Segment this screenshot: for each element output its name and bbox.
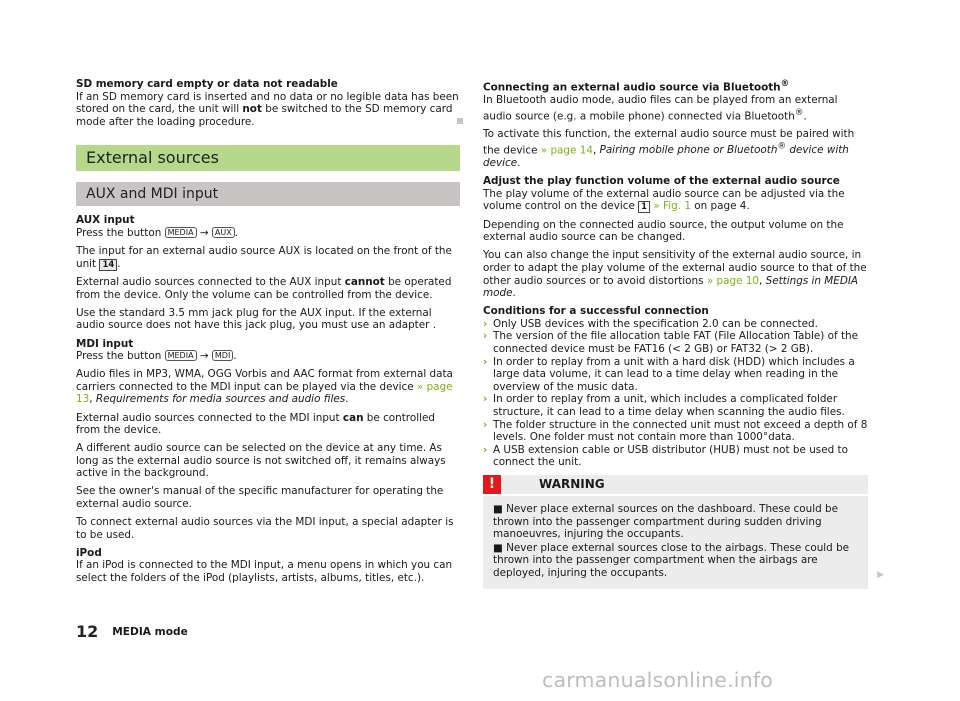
- list-item: [483, 356, 868, 394]
- conditions-list: [483, 318, 868, 469]
- sd-text-part: If an SD memory card is inserted and no data or no legible data has been stored on the card, the unit will: [76, 90, 459, 116]
- arrow-icon: →: [199, 226, 209, 239]
- period: .: [233, 350, 237, 363]
- mdi-paragraph: To connect external audio sources via the MDI input, a special adapter is to be used.: [76, 516, 454, 541]
- aux-paragraph: [76, 276, 460, 301]
- bullet-arrow-icon: ›: [483, 330, 488, 343]
- ipod-text: If an iPod is connected to the MDI input, a menu opens in which you can select the folders of the iPod (playlists, artists, albums, titles, etc.).: [76, 559, 453, 585]
- list-item: [483, 318, 868, 331]
- section-title: External sources: [76, 145, 460, 171]
- volume-text: on page 4.: [690, 200, 750, 213]
- list-item-text: The folder structure in the connected unit must not exceed a depth of 8 levels. One folder must not contain more than 1000°data.: [493, 418, 868, 444]
- aux-text: External audio sources connected to the AUX input: [76, 276, 345, 289]
- right-column: [483, 78, 884, 589]
- list-item-text: Only USB devices with the specification 2.0 can be connected.: [493, 317, 818, 330]
- link-title-part: Pairing mobile phone or Bluetooth: [599, 144, 778, 157]
- volume-paragraph: [483, 249, 868, 299]
- mdi-text: External audio sources connected to the MDI input: [76, 411, 343, 424]
- chapter-title: MEDIA mode: [112, 626, 188, 638]
- period: .: [117, 257, 121, 270]
- press-text: Press the button: [76, 226, 165, 239]
- list-item-text: The version of the file allocation table FAT (File Allocation Table) of the connected device must be FAT16 (< 2 GB) or FAT32 (> 2 GB).: [493, 330, 859, 355]
- sd-text-bold: not: [242, 103, 262, 116]
- comma: ,: [89, 393, 96, 406]
- bullet-arrow-icon: ›: [483, 418, 488, 431]
- warning-title: WARNING: [539, 476, 605, 491]
- comma: ,: [592, 144, 600, 157]
- warning-item: ■ Never place external sources close to the airbags. These could be thrown into the passenger compartment when the airbags are deployed, injuring the occupants.: [493, 541, 850, 579]
- bullet-arrow-icon: ›: [483, 443, 488, 456]
- warning-body: [483, 496, 868, 580]
- aux-heading-block: [76, 214, 460, 239]
- list-item-text: A USB extension cable or USB distributor (HUB) must not be used to connect the unit.: [493, 443, 848, 469]
- link-title: Settings in MEDIA mode: [483, 274, 859, 300]
- bt-paragraph: [483, 128, 868, 169]
- volume-heading: Adjust the play function volume of the external audio source: [483, 174, 840, 187]
- ipod-heading: iPod: [76, 546, 102, 559]
- volume-text: The play volume of the external audio source can be adjusted via the volume control on the device: [483, 187, 845, 213]
- media-key: MEDIA: [165, 350, 197, 361]
- period: .: [234, 226, 239, 239]
- period: .: [803, 110, 807, 123]
- ipod-block: [76, 547, 460, 585]
- comma: ,: [759, 274, 766, 287]
- aux-paragraph: [76, 245, 460, 271]
- volume-text: You can also change the input sensitivity of the external audio source, in order to adapt the play volume of the external audio source to that of the other audio sources or to avoid distortions: [483, 249, 867, 287]
- list-item-text: In order to replay from a unit with a hard disk (HDD) which includes a large data volume, it can lead to a time delay when reading in the overview of the music data.: [493, 355, 855, 393]
- period: .: [517, 156, 521, 169]
- aux-key: AUX: [212, 227, 235, 238]
- page-number: 12: [76, 622, 99, 641]
- arrow-icon: →: [199, 350, 209, 363]
- warning-box: [483, 475, 884, 589]
- period: .: [512, 287, 516, 300]
- subsection-title: AUX and MDI input: [76, 182, 460, 206]
- bt-block: [483, 78, 868, 123]
- mdi-heading: MDI input: [76, 337, 134, 350]
- continue-arrow-icon: ▶: [877, 569, 884, 580]
- figure-link[interactable]: » Fig. 1: [650, 200, 691, 213]
- list-item: [483, 444, 868, 469]
- bullet-arrow-icon: ›: [483, 393, 488, 406]
- sd-text-part: be switched to the SD memory card mode after the loading procedure.: [76, 103, 453, 128]
- media-key: MEDIA: [165, 227, 197, 238]
- volume-block: [483, 175, 868, 213]
- aux-text: The input for an external audio source AUX is located on the front of the unit: [76, 245, 452, 270]
- aux-paragraph: Use the standard 3.5 mm jack plug for the AUX input. If the external audio source does not have this jack plug, you must use an adapter .: [76, 306, 437, 332]
- warning-icon: !: [483, 475, 501, 494]
- aux-text: be operated from the device. Only the volume can be controlled from the device.: [76, 276, 452, 301]
- sd-heading: SD memory card empty or data not readable: [76, 78, 338, 90]
- conditions-heading: Conditions for a successful connection: [483, 305, 709, 318]
- bt-text: In Bluetooth audio mode, audio files can be played from an external audio source (e.g. a mobile phone) connected via Bluetooth: [483, 94, 838, 123]
- mdi-key: MDI: [212, 350, 233, 361]
- list-item-text: In order to replay from a unit, which includes a complicated folder structure, it can lead to a time delay when scanning the audio files.: [493, 393, 845, 418]
- bt-heading: [483, 78, 868, 94]
- link-title-part: device with device: [483, 144, 849, 169]
- aux-bold: cannot: [344, 276, 385, 289]
- bt-text: To activate this function, the external audio source must be paired with the device: [483, 128, 855, 157]
- left-column: [76, 78, 460, 590]
- warning-item: ■ Never place external sources on the dashboard. These could be thrown into the passenger compartment during sudden driving manoeuvres, injuring the occupants.: [493, 502, 838, 541]
- bt-heading-text: Connecting an external audio source via Bluetooth: [483, 81, 781, 94]
- mdi-text: Audio files in MP3, WMA, OGG Vorbis and AAC format from external data carriers connected to the MDI input can be played via the device: [76, 368, 453, 393]
- registered-mark: ®: [780, 79, 790, 89]
- period: .: [345, 393, 349, 406]
- mdi-paragraph: See the owner's manual of the specific manufacturer for operating the external audio source.: [76, 485, 444, 511]
- mdi-text: be controlled from the device.: [76, 411, 435, 437]
- page-link[interactable]: » page 14: [540, 144, 593, 157]
- mdi-paragraph: A different audio source can be selected on the device at any time. As long as the external audio source is not switched off, it remains always active in the background.: [76, 442, 446, 480]
- press-text: Press the button: [76, 350, 165, 363]
- figure-callout-1: 1: [638, 201, 650, 213]
- mdi-paragraph: [76, 368, 460, 406]
- mdi-bold: can: [342, 411, 364, 424]
- link-title: Requirements for media sources and audio files: [95, 393, 346, 406]
- warning-header: [483, 475, 868, 496]
- watermark: carmanualsonline.info: [542, 668, 774, 692]
- list-item: [483, 419, 868, 444]
- page-link[interactable]: » page 10: [706, 274, 759, 287]
- mdi-heading-block: [76, 338, 460, 363]
- page-link[interactable]: » page 13: [76, 380, 453, 406]
- registered-mark: ®: [777, 141, 787, 152]
- sd-section: [76, 78, 460, 128]
- page-footer: [76, 622, 188, 641]
- aux-heading: AUX input: [76, 214, 135, 227]
- volume-paragraph: Depending on the connected audio source, the output volume on the external audio source can be changed.: [483, 218, 844, 244]
- bullet-arrow-icon: ›: [483, 355, 488, 368]
- figure-callout-14: 14: [99, 259, 117, 271]
- section-end-marker: [457, 118, 463, 124]
- list-item: [483, 330, 868, 355]
- list-item: [483, 393, 868, 418]
- bullet-arrow-icon: ›: [483, 317, 488, 330]
- registered-mark: ®: [794, 107, 804, 118]
- mdi-paragraph: [76, 412, 460, 437]
